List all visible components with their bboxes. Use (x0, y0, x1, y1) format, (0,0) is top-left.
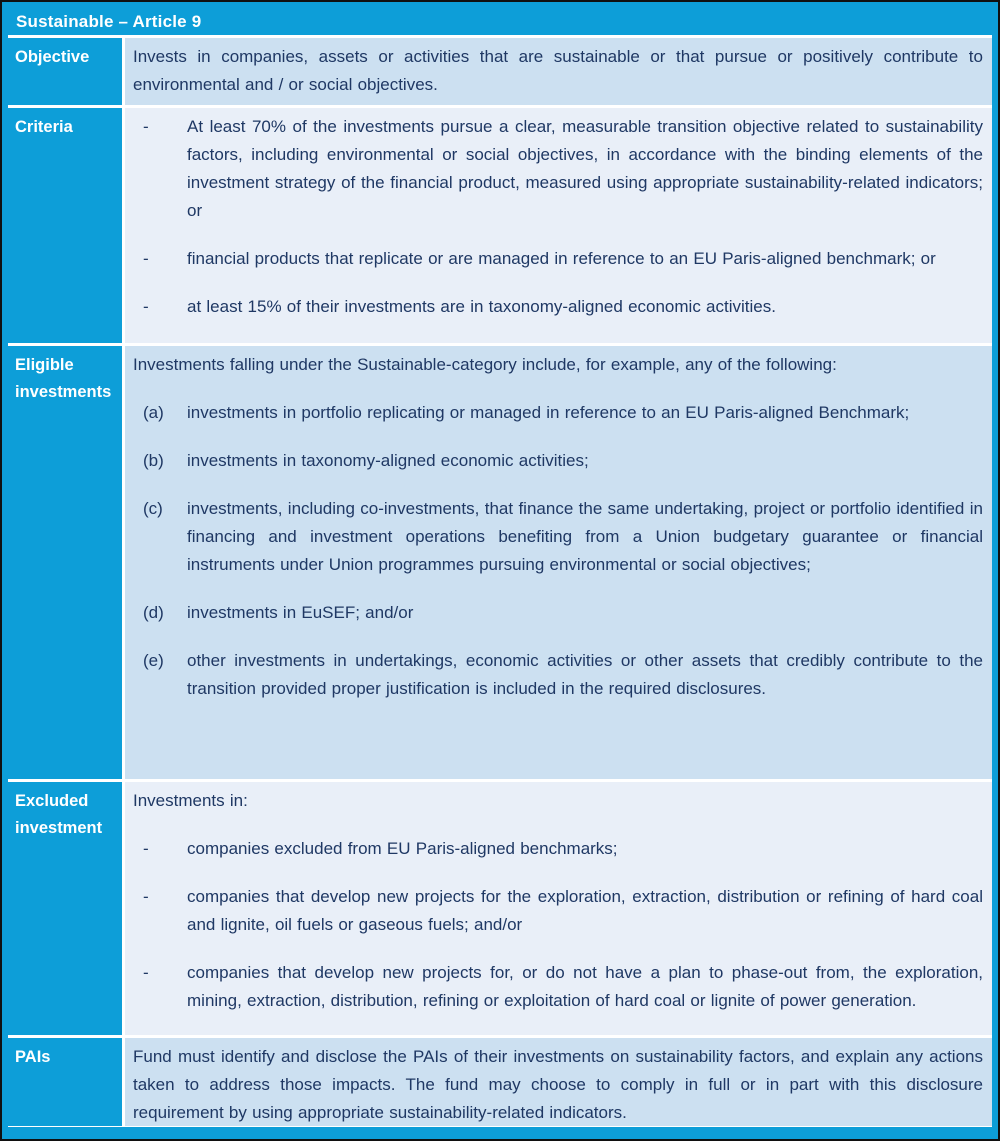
list-item (133, 113, 983, 225)
list-marker: - (143, 249, 149, 268)
list-item-text: investments in EuSEF; and/or (187, 603, 414, 622)
row-label-objective: Objective (8, 38, 122, 105)
row-label-excluded-investment: Excluded investment (8, 782, 122, 1035)
list-marker: - (143, 887, 149, 906)
list-marker: - (143, 839, 149, 858)
list-item (133, 495, 983, 579)
list-item (133, 647, 983, 703)
list-item (133, 245, 983, 273)
list-item-text: investments in portfolio replicating or managed in reference to an EU Paris-aligned Benchmark; (187, 403, 910, 422)
row-content-eligible-investments (125, 346, 992, 779)
row-content-objective (125, 38, 992, 105)
paragraph: Investments falling under the Sustainable-category include, for example, any of the following: (133, 355, 837, 374)
list-item (133, 883, 983, 939)
list-item-text: companies that develop new projects for, or do not have a plan to phase-out from, the exploration, mining, extraction, distribution, refining or exploitation of hard coal or lignite of power generation. (187, 963, 983, 1010)
list-item (133, 835, 983, 863)
row-label-pais: PAIs (8, 1038, 122, 1126)
list-marker: - (143, 117, 149, 136)
list-item (133, 447, 983, 475)
list-item (133, 399, 983, 427)
list-item-text: companies excluded from EU Paris-aligned benchmarks; (187, 839, 618, 858)
list-item-text: At least 70% of the investments pursue a clear, measurable transition objective related to sustainability factors, including environmental or social objectives, in accordance with the binding elements of the investment strategy of the financial product, measured using appropriate sustainability-related indicators; or (187, 117, 983, 220)
list-item-text: companies that develop new projects for the exploration, extraction, distribution or refining of hard coal and lignite, oil fuels or gaseous fuels; and/or (187, 887, 983, 934)
list-marker: - (143, 963, 149, 982)
row-content-criteria (125, 108, 992, 343)
list-marker: (e) (143, 651, 164, 670)
list-item-text: at least 15% of their investments are in taxonomy-aligned economic activities. (187, 297, 776, 316)
table-title: Sustainable – Article 9 (8, 8, 992, 35)
row-content-pais (125, 1038, 992, 1126)
list-marker: - (143, 297, 149, 316)
list-item-text: other investments in undertakings, economic activities or other assets that credibly contribute to the transition provided proper justification is included in the required disclosures. (187, 651, 983, 698)
list-item (133, 959, 983, 1015)
list-marker: (a) (143, 403, 164, 422)
list-item-text: financial products that replicate or are managed in reference to an EU Paris-aligned benchmark; or (187, 249, 936, 268)
list-item-text: investments in taxonomy-aligned economic activities; (187, 451, 589, 470)
list-marker: (c) (143, 499, 163, 518)
list-item (133, 293, 983, 321)
list-item (133, 599, 983, 627)
paragraph: Fund must identify and disclose the PAIs of their investments on sustainability factors, and explain any actions taken to address those impacts. The fund may choose to comply in full or in part with this disclosure requirement by using appropriate sustainability-related indicators. (133, 1047, 983, 1122)
list-item-text: investments, including co-investments, that finance the same undertaking, project or portfolio identified in financing and investment operations benefiting from a Union budgetary guarantee or financial instruments under Union programmes pursuing environmental or social objectives; (187, 499, 983, 574)
paragraph: Invests in companies, assets or activities that are sustainable or that pursue or positively contribute to environmental and / or social objectives. (133, 47, 983, 94)
list-marker: (d) (143, 603, 164, 622)
list-marker: (b) (143, 451, 164, 470)
row-label-eligible-investments: Eligible investments (8, 346, 122, 779)
row-content-excluded-investment (125, 782, 992, 1035)
paragraph: Investments in: (133, 791, 248, 810)
article9-table (8, 8, 992, 1127)
row-label-criteria: Criteria (8, 108, 122, 343)
